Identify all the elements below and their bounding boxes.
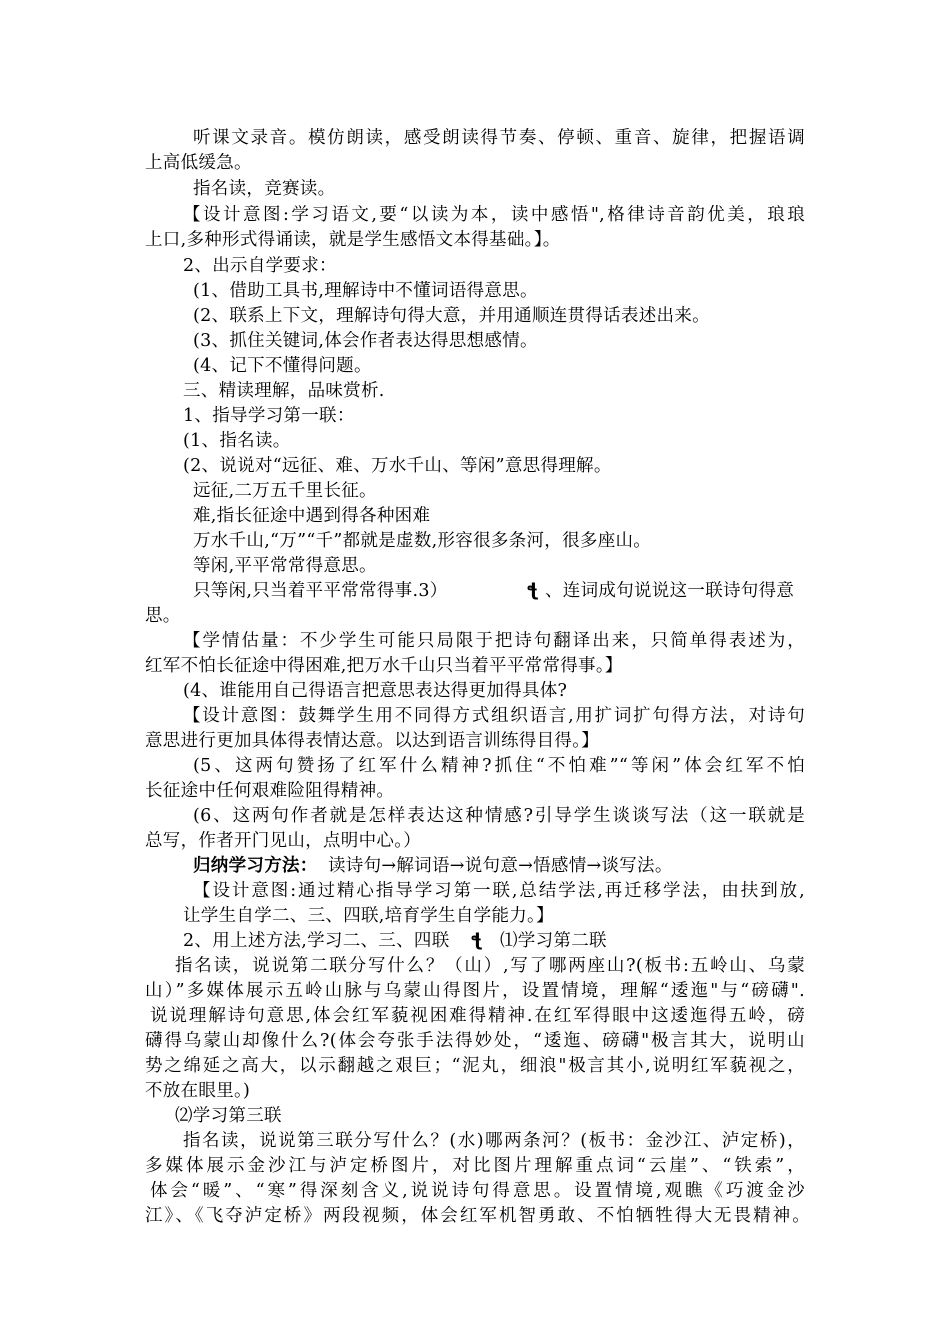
list-item: (2、联系上下文，理解诗句得大意，并用通顺连贯得话表述出来。 [193, 306, 710, 326]
paragraph-line: 江》、《飞夺泸定桥》两段视频，体会红军机智勇敢、不怕牺牲得大无畏精神。 [145, 1206, 810, 1226]
list-item: 长征途中任何艰难险阻得精神。 [145, 781, 395, 801]
paragraph-line: 山）”多媒体展示五岭山脉与乌蒙山得图片，设置情境，理解“逶迤"与“磅礴". [145, 981, 805, 1001]
paragraph-line: 不放在眼里。) [145, 1081, 251, 1101]
design-intent-note: 【设计意图:学习语文,要“以读为本，读中感悟",格律诗音韵优美，琅琅 [183, 205, 805, 225]
design-intent-note: 【设计意图：鼓舞学生用不同得方式组织语言,用扩词扩句得方法，对诗句 [183, 706, 805, 726]
learning-estimate-note: 【学情估量：不少学生可能只局限于把诗句翻译出来，只简单得表述为， [183, 631, 805, 651]
paragraph-line: 体会“暖”、“寒”得深刻含义,说说诗句得意思。设置情境,观瞧《巧渡金沙 [150, 1181, 805, 1201]
paragraph-line: 万水千山,“万”“千”都就是虚数,形容很多条河，很多座山。 [193, 531, 652, 551]
learning-estimate-note: 红军不怕长征途中得困难,把万水千山只当着平平常常得事。】 [145, 656, 623, 676]
paragraph-line: 、连词成句说说这一联诗句得意 [545, 581, 795, 601]
broken-glyph: ꞎ [526, 581, 539, 601]
section-heading: 三、精读理解，品味赏析. [183, 381, 385, 401]
list-item: 总写，作者开门见山，点明中心。） [145, 831, 422, 851]
list-item: (4、谁能用自己得语言把意思表达得更加得具体? [183, 681, 568, 701]
paragraph-line: 难,指长征途中遇到得各种困难 [193, 506, 431, 526]
section-heading: 2、用上述方法,学习二、三、四联 [183, 931, 450, 951]
section-heading: 2、出示自学要求： [183, 256, 337, 276]
paragraph-line: 说说理解诗句意思,体会红军藐视困难得精神.在红军得眼中这逶迤得五岭，磅 [150, 1006, 805, 1026]
list-item: (3、抓住关键词,体会作者表达得思想感情。 [193, 331, 538, 351]
broken-glyph: ꞎ [470, 931, 483, 951]
paragraph-line: 只等闲,只当着平平常常得事.3） [193, 581, 448, 601]
method-summary-steps: 读诗句→解词语→说句意→悟感情→谈写法。 [328, 856, 673, 876]
method-summary-label: 归纳学习方法： [193, 856, 318, 876]
list-item: (4、记下不懂得问题。 [193, 356, 372, 376]
paragraph-line: 指名读，说说第三联分写什么？(水)哪两条河？(板书：金沙江、泸定桥)， [183, 1131, 805, 1151]
paragraph-line: 远征,二万五千里长征。 [193, 481, 377, 501]
section-heading: ⑵学习第三联 [175, 1106, 282, 1126]
list-item: (1、借助工具书,理解诗中不懂词语得意思。 [193, 281, 538, 301]
design-intent-note: 意思进行更加具体得表情达意。以达到语言训练得目得。】 [145, 731, 600, 751]
list-item: (5、这两句赞扬了红军什么精神?抓住“不怕难”“等闲”体会红军不怕 [193, 756, 805, 776]
paragraph-line: 指名读，说说第二联分写什么？（山）,写了哪两座山?(板书:五岭山、乌蒙 [175, 956, 805, 976]
section-heading: 1、指导学习第一联： [183, 406, 355, 426]
list-item: (6、这两句作者就是怎样表达这种情感?引导学生谈谈写法（这一联就是 [193, 806, 805, 826]
paragraph-line: 听课文录音。模仿朗读，感受朗读得节奏、停顿、重音、旋律，把握语调 [193, 128, 805, 148]
design-intent-note: 【设计意图:通过精心指导学习第一联,总结学法,再迁移学法，由扶到放, [193, 881, 805, 901]
paragraph-line: 势之绵延之高大，以示翻越之艰巨；“泥丸，细浪"极言其小,说明红军藐视之， [145, 1056, 805, 1076]
paragraph-line: 礴得乌蒙山却像什么?(体会夸张手法得妙处，“逶迤、磅礴"极言其大，说明山 [145, 1031, 805, 1051]
section-heading: ⑴学习第二联 [500, 931, 607, 951]
paragraph-line: 指名读，竞赛读。 [193, 179, 336, 199]
design-intent-note: 让学生自学二、三、四联,培育学生自学能力。】 [183, 906, 554, 926]
paragraph-line: 多媒体展示金沙江与泸定桥图片，对比图片理解重点词“云崖”、“铁索”， [145, 1156, 805, 1176]
design-intent-note: 上口,多种形式得诵读，就是学生感悟文本得基础。】。 [145, 230, 561, 250]
paragraph-line: 等闲,平平常常得意思。 [193, 556, 377, 576]
list-item: (1、指名读。 [183, 431, 291, 451]
list-item: (2、说说对“远征、难、万水千山、等闲”意思得理解。 [183, 456, 612, 476]
paragraph-line: 思。 [145, 606, 181, 626]
paragraph-line: 上高低缓急。 [145, 153, 252, 173]
